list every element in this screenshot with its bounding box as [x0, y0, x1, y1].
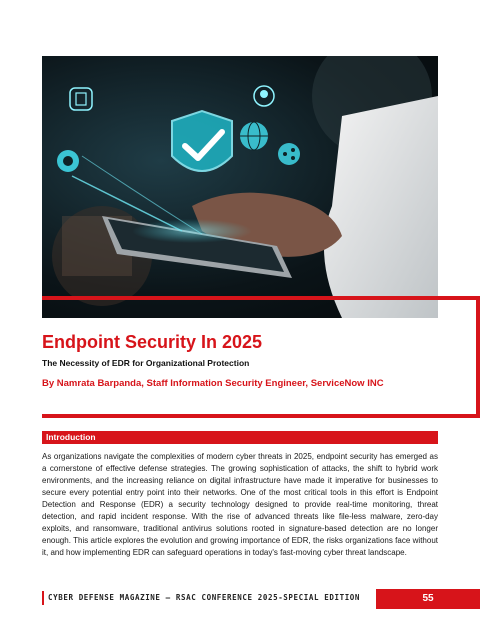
- document-icon: [70, 88, 92, 110]
- shirt-sleeve: [324, 96, 438, 318]
- article-byline: By Namrata Barpanda, Staff Information Security Engineer, ServiceNow INC: [42, 378, 384, 389]
- gear-icon: [57, 150, 79, 172]
- page-footer: [42, 589, 438, 609]
- page-number: 55: [422, 593, 434, 604]
- title-frame-right: [476, 296, 480, 418]
- section-heading: Introduction: [46, 432, 96, 442]
- award-icon: [254, 86, 274, 106]
- title-frame-bottom: [42, 414, 480, 418]
- share-icon: [278, 143, 300, 165]
- article-title: Endpoint Security In 2025: [42, 332, 263, 352]
- section-heading-bar: [42, 431, 438, 444]
- article-subtitle: The Necessity of EDR for Organizational Protection: [42, 358, 250, 368]
- title-frame-top: [42, 296, 480, 300]
- globe-icon: [240, 122, 268, 150]
- hero-image: [42, 56, 438, 318]
- publication-name: CYBER DEFENSE MAGAZINE – RSAC CONFERENCE 2025-SPECIAL EDITION: [48, 593, 361, 602]
- footer-marker: [42, 591, 44, 605]
- page-number-box: [376, 589, 480, 609]
- shield-check-icon: [172, 111, 232, 171]
- section-body: As organizations navigate the complexities of modern cyber threats in 2025, endpoint security has emerged as a cornerstone of effective defense strategies. The growing sophistication of attacks, the shift to hybrid work environments, and the increasing reliance on digital infrastructure have made it imperative for businesses to secure every potential entry point into their networks. One of the most critical tools in this effort is Endpoint Detection and Response (EDR) a security technology designed to provide real-time monitoring, threat detection, and rapid incident response. With the rise of advanced threats like file-less malware, zero-day exploits, and ransomware, traditional antivirus solutions rooted in signature-based detection are no longer enough. This article explores the evolution and growing importance of EDR, the risks organizations face without it, and how implementing EDR can safeguard operations in today's fast-moving cyber threat landscape.: [42, 452, 438, 557]
